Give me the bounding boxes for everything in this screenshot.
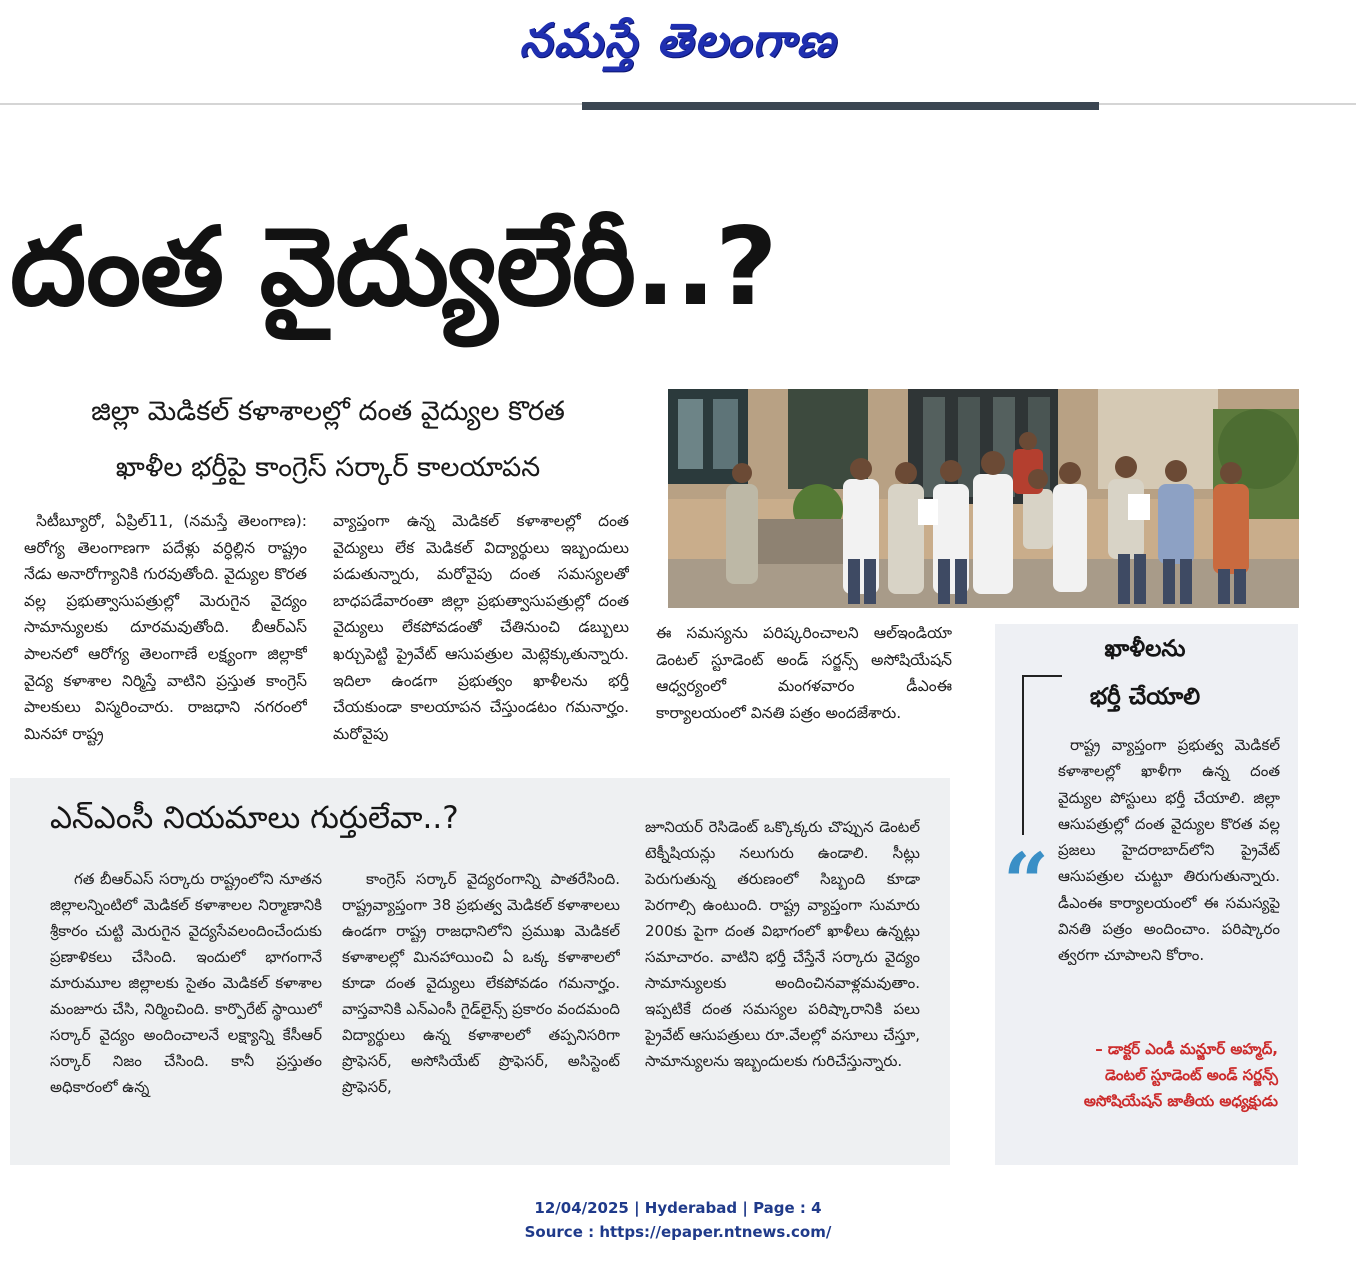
sidebar-rule-horizontal: [1022, 675, 1062, 677]
news-photo: [668, 389, 1299, 608]
footer-source-line: Source : https://epaper.ntnews.com/: [524, 1223, 832, 1241]
quote-icon: “: [1003, 835, 1050, 929]
masthead-accent-bar: [582, 102, 1099, 110]
newspaper-logo: నమస్తే తెలంగాణ: [519, 13, 837, 67]
sidebar-title-line-1: ఖాళీలను: [1104, 636, 1186, 662]
story1-column-1: సిటీబ్యూరో, ఏప్రిల్11, (నమస్తే తెలంగాణ): ఆరోగ్య తెలంగాణగా పదేళ్లు వర్ధిల్లిన రాష్ట్రం నేడు అనారోగ్యానికి గురవుతోంది. వైద్యుల కొరత వల్ల ప్రభుత్వాసుపత్రుల్లో మెరుగైన వైద్యం సామాన్యులకు దూరమవుతోంది. బీఆర్ఎస్ పాలనలో ఆరోగ్య తెలంగాణే లక్ష్యంగా జిల్లాకో వైద్య కళాశాల నిర్మిస్తే వాటిని ప్రస్తుత కాంగ్రెస్ పాలకులు విస్మరించారు. రాజధాని నగరంలో మినహా రాష్ట్ర: [24, 512, 307, 743]
sidebar-attribution: – డాక్టర్ ఎండీ మన్జూర్ అహ్మద్, డెంటల్ స్టూడెంట్ అండ్ సర్జన్స్ అసోషియేషన్ జాతీయ అధ్యక్షుడు: [1083, 1040, 1278, 1110]
sidebar-title-line-2: భర్తీ చేయాలి: [1089, 684, 1201, 710]
sidebar-quote-body: రాష్ట్ర వ్యాప్తంగా ప్రభుత్వ మెడికల్ కళాశాలల్లో ఖాళీగా ఉన్న దంత వైద్యుల పోస్టులు భర్తీ చేయాలి. జిల్లా ఆసుపత్రుల్లో దంత వైద్యుల కొరత వల్ల ప్రజలు హైదరాబాద్‌లోని ప్రైవేట్ ఆసుపత్రుల చుట్టూ తిరుగుతున్నారు. డీఎంఈ కార్యాలయంలో ఈ సమస్యపై వినతి పత్రం అందించాం. పరిష్కారం త్వరగా చూపాలని కోరాం.: [1058, 736, 1280, 965]
story1-column-2: వ్యాప్తంగా ఉన్న మెడికల్ కళాశాలల్లో దంత వైద్యులు లేక మెడికల్ విద్యార్థులు ఇబ్బందులు పడుతున్నారు, మరోవైపు దంత సమస్యలతో బాధపడేవారంతా జిల్లా ప్రభుత్వాసుపత్రుల్లో దంత వైద్యులు లేకపోవడంతో చేతినుంచి డబ్బులు ఖర్చుపెట్టి ప్రైవేట్ ఆసుపత్రుల మెట్లెక్కుతున్నారు. ఇదిలా ఉండగా ప్రభుత్వం ఖాళీలను భర్తీ చేయకుండా కాలయాపన చేస్తుండటం గమనార్హం. మరోవైపు: [333, 512, 629, 743]
story2-column-1: గత బీఆర్ఎస్ సర్కారు రాష్ట్రంలోని నూతన జిల్లాలన్నింటిలో మెడికల్ కళాశాలల నిర్మాణానికి శ్రీకారం చుట్టి మెరుగైన వైద్యసేవలందించేందుకు ప్రణాళికలు చేసింది. ఇందులో భాగంగానే మారుమూల జిల్లాలకు సైతం మెడికల్ కళాశాల మంజూరు చేసి, నిర్మించింది. కార్పొరేట్ స్థాయిలో సర్కార్ వైద్యం అందించాలనే లక్ష్యాన్ని కేసీఆర్ సర్కార్ నిజం చేసింది. కానీ ప్రస్తుతం అధికారంలో ఉన్న: [50, 870, 322, 1096]
story2-column-3: జూనియర్ రెసిడెంట్ ఒక్కొక్కరు చొప్పున డెంటల్ టెక్నీషియన్లు నలుగురు ఉండాలి. సీట్లు పెరుగుతున్న తరుణంలో సిబ్బంది కూడా పెరగాల్సి ఉంటుంది. రాష్ట్ర వ్యాప్తంగా సుమారు 200కు పైగా దంత విభాగంలో ఖాళీలు ఉన్నట్లు సమాచారం. వాటిని భర్తీ చేస్తేనే సర్కారు వైద్యం సామాన్యులకు అందించినవాళ్లమవుతాం. ఇప్పటికే దంత సమస్యల పరిష్కారానికి పలు ప్రైవేట్ ఆసుపత్రులు రూ.వేలల్లో వసూలు చేస్తూ, సామాన్యులను ఇబ్బందులకు గురిచేస్తున్నారు.: [645, 818, 920, 1070]
story2-column-2: కాంగ్రెస్ సర్కార్ వైద్యరంగాన్ని పాతరేసింది. రాష్ట్రవ్యాప్తంగా 38 ప్రభుత్వ మెడికల్ కళాశాలలు ఉండగా రాష్ట్ర రాజధానిలోని ప్రముఖ మెడికల్ కళాశాలల్లో మినహాయించి ఏ ఒక్క కళాశాలలో కూడా దంత వైద్యులు లేకపోవడం గమనార్హం. వాస్తవానికి ఎన్ఎంసీ గైడ్‌లైన్స్ ప్రకారం వందమంది విద్యార్థులు ఉన్న కళాశాలలో తప్పనిసరిగా ప్రొఫెసర్, అసోసియేట్ ప్రొఫెసర్, అసిస్టెంట్ ప్రొఫెసర్,: [342, 870, 620, 1096]
masthead: [0, 0, 1356, 92]
footer-date-line: 12/04/2025 | Hyderabad | Page : 4: [534, 1199, 822, 1217]
page-footer: [0, 1196, 1356, 1244]
story1-column-3: ఈ సమస్యను పరిష్కరించాలని ఆల్ఇండియా డెంటల్ స్టూడెంట్ అండ్ సర్జన్స్ అసోషియేషన్ ఆధ్వర్యంలో మంగళవారం డీఎంఈ కార్యాలయంలో వినతి పత్రం అందజేశారు.: [656, 624, 952, 722]
subhead-2: ఖాళీల భర్తీపై కాంగ్రెస్ సర్కార్ కాలయాపన: [115, 452, 541, 483]
subhead-1: జిల్లా మెడికల్ కళాశాలల్లో దంత వైద్యుల కొరత: [91, 396, 565, 427]
story2-title: ఎన్ఎంసీ నియమాలు గుర్తులేవా..?: [50, 800, 459, 836]
headline: దంత వైద్యులేరీ..?: [10, 205, 777, 330]
